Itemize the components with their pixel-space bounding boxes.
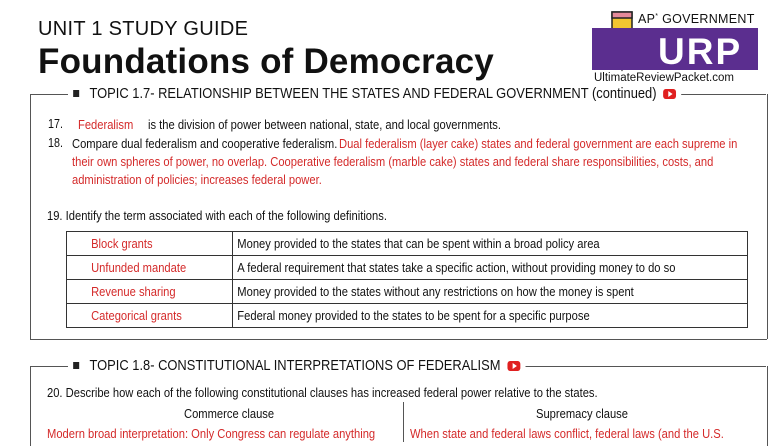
answer-text: administration of policies; increases federal power. <box>72 172 322 187</box>
urp-logo <box>592 10 760 92</box>
answer-text: Federalism <box>78 117 134 132</box>
term-cell: Unfunded mandate <box>67 256 233 280</box>
table-row <box>67 280 748 304</box>
column-divider <box>403 402 404 442</box>
answer-text: Dual federalism (layer cake) states and federal government are each supreme in <box>339 136 738 151</box>
definition-cell: Money provided to the states that can be spent within a broad policy area <box>232 232 747 256</box>
answer-text: Modern broad interpretation: Only Congress can regulate anything <box>47 426 376 441</box>
youtube-icon[interactable] <box>663 89 676 99</box>
table-row <box>67 304 748 328</box>
logo-letters: URP <box>658 31 743 72</box>
definition-cell: Money provided to the states without any restrictions on how the money is spent <box>232 280 747 304</box>
answer-text: their own spheres of power, no overlap. Cooperative federalism (marble cake) states and federal share responsibilities, costs, and <box>72 154 714 169</box>
answer-text: When state and federal laws conflict, federal laws (and the U.S. <box>410 426 724 441</box>
divider <box>30 366 70 367</box>
term-cell: Categorical grants <box>67 304 233 328</box>
term-cell: Revenue sharing <box>67 280 233 304</box>
question-number: 18. <box>48 136 63 150</box>
question-text: Compare dual federalism and cooperative federalism. <box>72 136 338 151</box>
definition-cell: A federal requirement that states take a specific action, without providing money to do so <box>232 256 747 280</box>
terms-table <box>66 231 748 328</box>
divider <box>30 94 70 95</box>
term-cell: Block grants <box>67 232 233 256</box>
unit-label: UNIT 1 STUDY GUIDE <box>38 18 249 40</box>
definition-cell: Federal money provided to the states to be spent for a specific purpose <box>232 304 747 328</box>
question-text: is the division of power between national, state, and local governments. <box>148 117 502 132</box>
youtube-icon[interactable] <box>507 361 520 371</box>
square-bullet-icon <box>73 90 79 97</box>
topic-heading: TOPIC 1.7- RELATIONSHIP BETWEEN THE STATES AND FEDERAL GOVERNMENT (continued) <box>68 85 681 102</box>
table-row <box>67 256 748 280</box>
column-header: Commerce clause <box>184 406 275 421</box>
question-text: 20. Describe how each of the following constitutional clauses has increased federal power relative to the states. <box>47 385 598 400</box>
question-text: 19. Identify the term associated with each of the following definitions. <box>47 208 387 223</box>
table-row <box>67 232 748 256</box>
column-header: Supremacy clause <box>536 406 628 421</box>
divider <box>30 339 767 340</box>
topic-heading: TOPIC 1.8- CONSTITUTIONAL INTERPRETATIONS OF FEDERALISM <box>68 357 525 374</box>
question-number: 17. <box>48 117 63 131</box>
page-title: Foundations of Democracy <box>38 42 494 81</box>
logo-url: UltimateReviewPacket.com <box>594 72 734 84</box>
logo-ap-label: AP* GOVERNMENT <box>638 12 755 26</box>
square-bullet-icon <box>73 362 79 369</box>
